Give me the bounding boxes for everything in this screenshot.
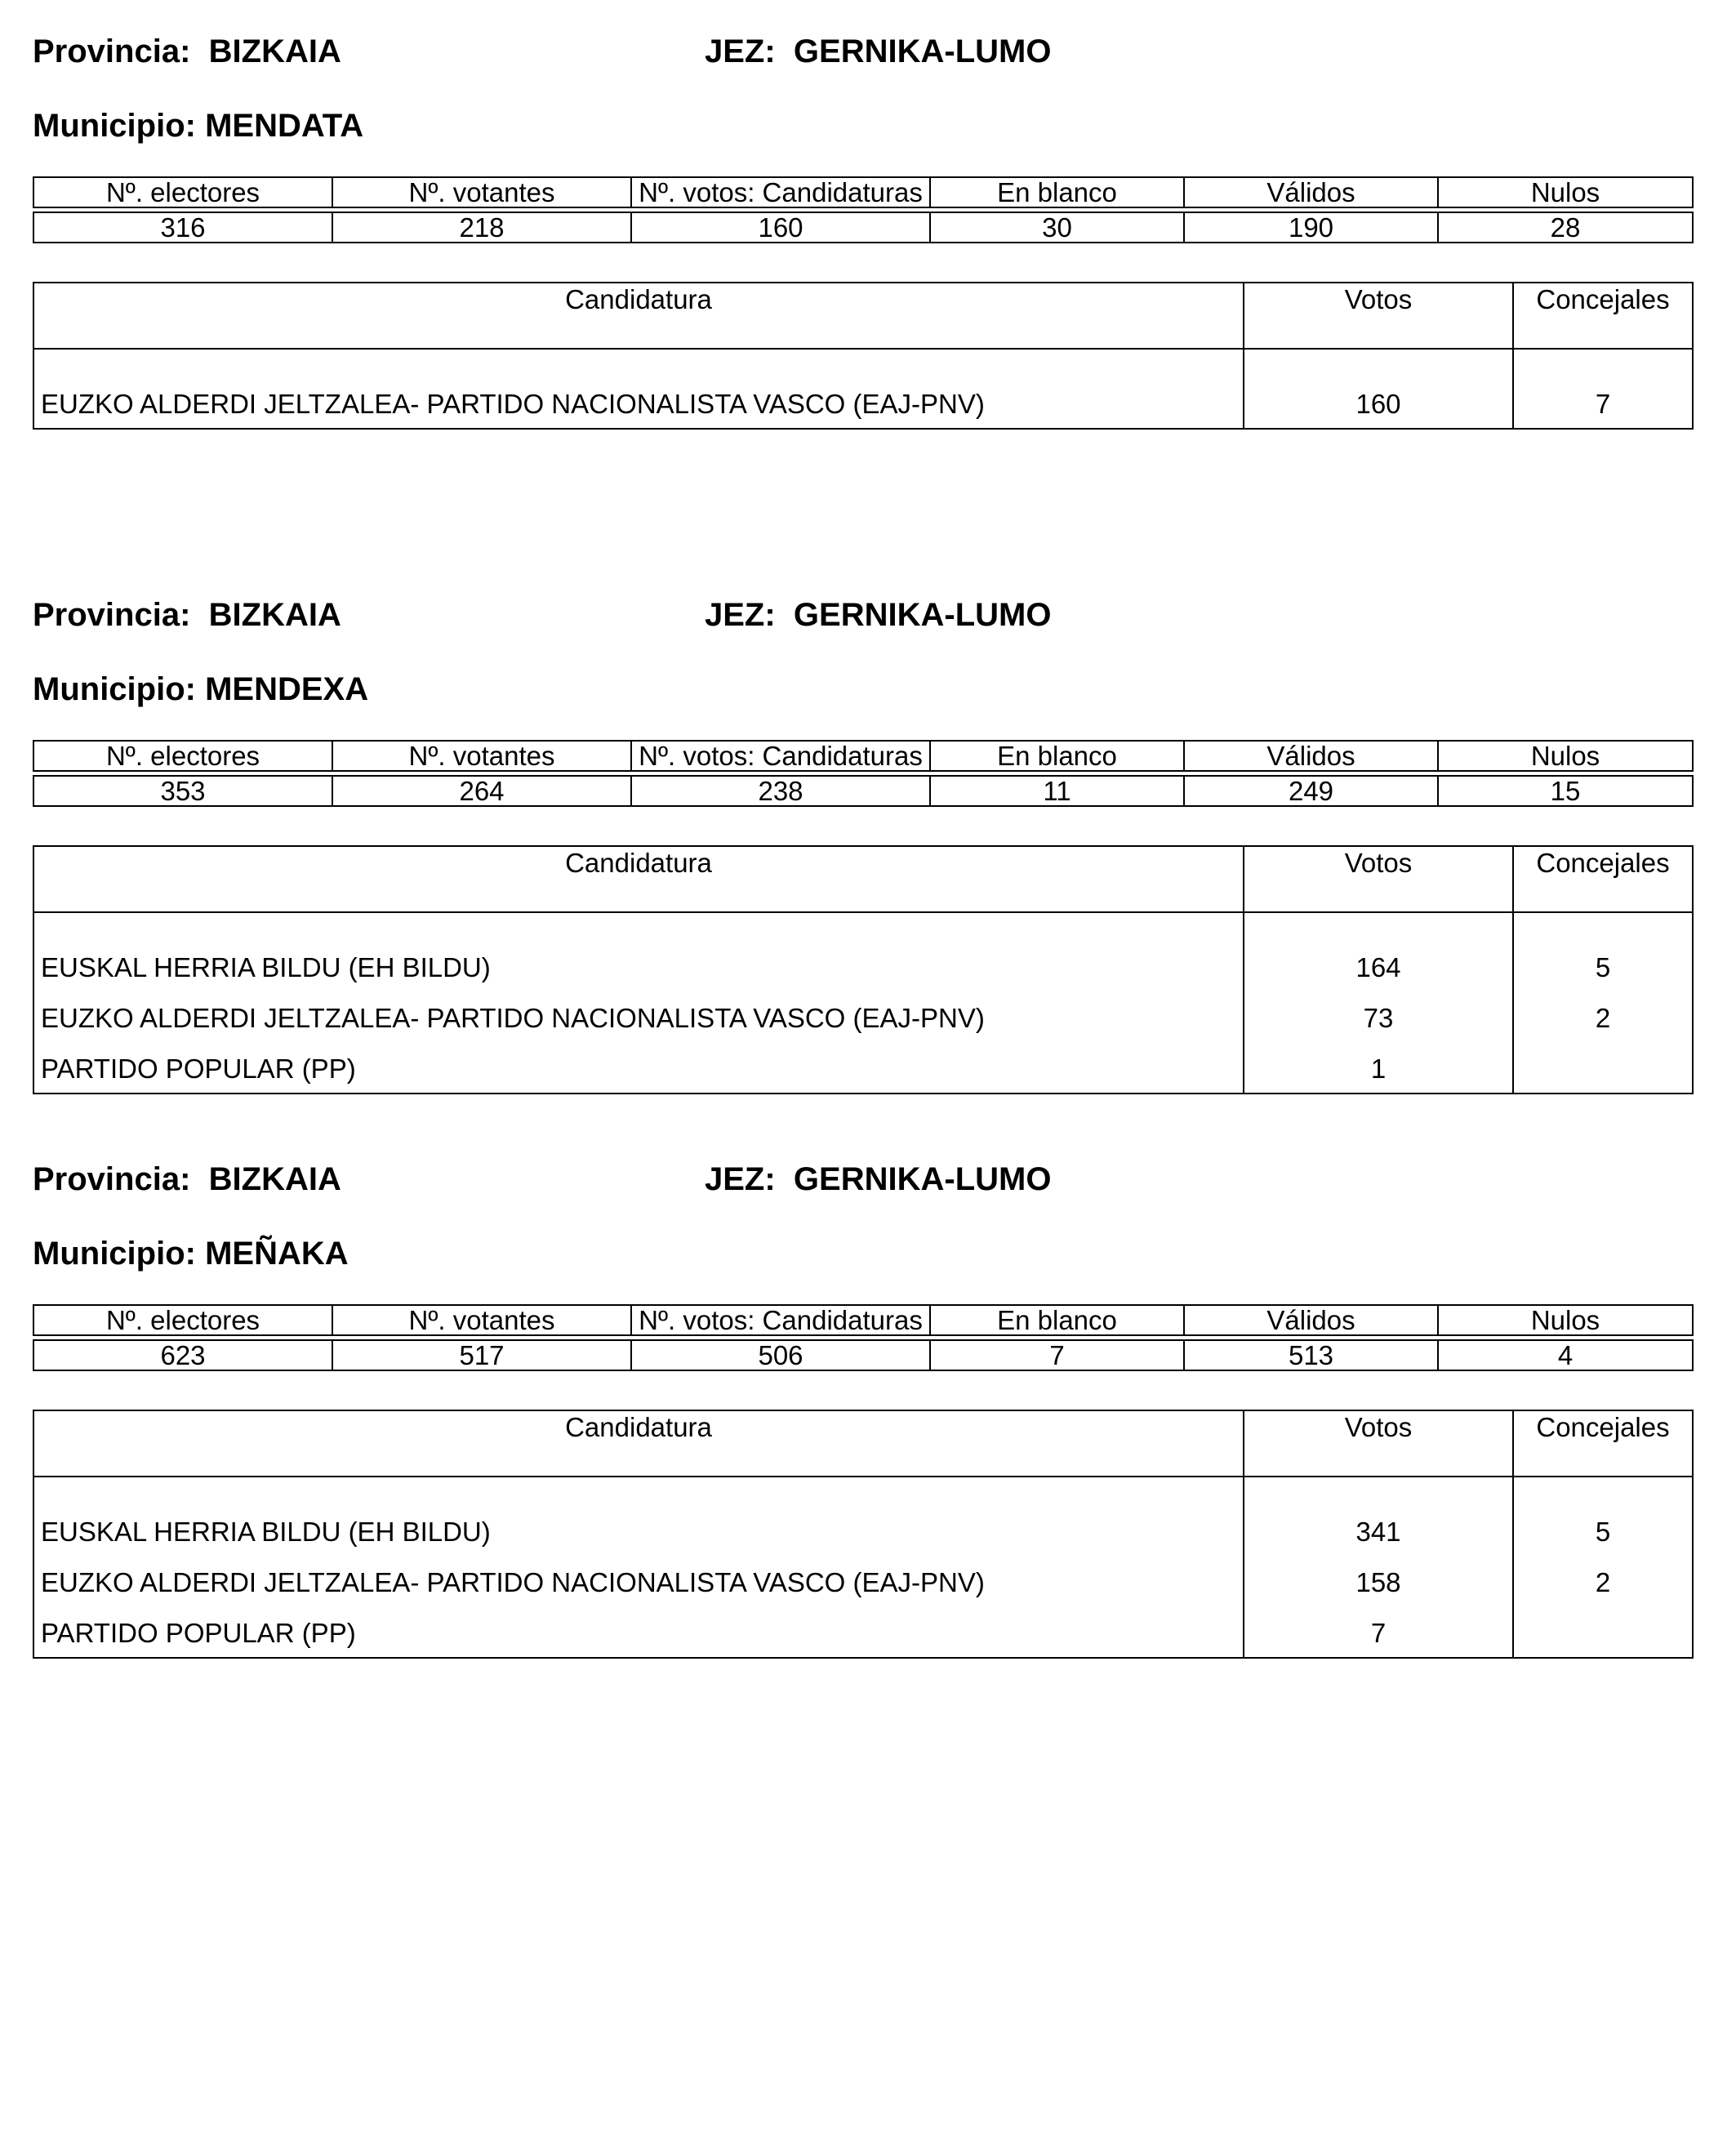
candidatura-row xyxy=(33,991,1693,1042)
stats-value-validos: 513 xyxy=(1184,1340,1438,1370)
stats-value-en-blanco: 30 xyxy=(930,212,1184,243)
stats-header-nulos: Nulos xyxy=(1438,177,1693,207)
stats-value-votos-candidaturas: 160 xyxy=(631,212,930,243)
stats-table xyxy=(33,1304,1694,1371)
candidatura-votos: 1 xyxy=(1244,1042,1513,1094)
stats-header-validos: Válidos xyxy=(1184,741,1438,771)
municipio-label: Municipio: xyxy=(33,1236,196,1272)
stats-value-votantes: 264 xyxy=(332,776,631,806)
candidaturas-table xyxy=(33,282,1694,430)
candidatura-name: PARTIDO POPULAR (PP) xyxy=(33,1042,1244,1094)
candidatura-concejales: 5 xyxy=(1595,1517,1611,1547)
stats-value-nulos: 4 xyxy=(1438,1340,1693,1370)
municipio-block xyxy=(0,564,1736,1084)
candidaturas-header-row xyxy=(33,1410,1693,1477)
municipio-heading xyxy=(33,1237,349,1270)
candidatura-concejales: 7 xyxy=(1595,389,1611,419)
stats-value-validos: 190 xyxy=(1184,212,1438,243)
candidatura-concejales: 5 xyxy=(1595,952,1611,982)
stats-value-electores: 623 xyxy=(33,1340,332,1370)
candidaturas-table xyxy=(33,1410,1694,1659)
candidatura-concejales xyxy=(1513,1606,1693,1658)
stats-header-nulos: Nulos xyxy=(1438,1305,1693,1335)
candidaturas-header-row xyxy=(33,283,1693,349)
provincia-heading xyxy=(33,35,341,68)
candidatura-row xyxy=(33,912,1693,991)
stats-value-row xyxy=(33,212,1693,243)
stats-header-electores: Nº. electores xyxy=(33,1305,332,1335)
provincia-heading xyxy=(33,599,341,631)
municipio-block xyxy=(0,0,1736,506)
concejales-header: Concejales xyxy=(1513,283,1693,349)
stats-header-votantes: Nº. votantes xyxy=(332,741,631,771)
candidatura-votos: 341 xyxy=(1244,1477,1513,1556)
votos-header: Votos xyxy=(1244,283,1513,349)
stats-value-votos-candidaturas: 506 xyxy=(631,1340,930,1370)
stats-value-electores: 353 xyxy=(33,776,332,806)
candidatura-name: EUZKO ALDERDI JELTZALEA- PARTIDO NACIONALISTA VASCO (EAJ-PNV) xyxy=(33,1556,1244,1606)
jez-value: GERNIKA-LUMO xyxy=(793,33,1052,69)
stats-value-en-blanco: 11 xyxy=(930,776,1184,806)
stats-header-votos-candidaturas: Nº. votos: Candidaturas xyxy=(631,741,930,771)
candidaturas-header-row xyxy=(33,846,1693,912)
stats-header-nulos: Nulos xyxy=(1438,741,1693,771)
stats-value-nulos: 15 xyxy=(1438,776,1693,806)
municipio-value: MENDATA xyxy=(205,108,364,144)
stats-header-votantes: Nº. votantes xyxy=(332,177,631,207)
candidatura-concejales xyxy=(1513,1042,1693,1094)
jez-value: GERNIKA-LUMO xyxy=(793,1161,1052,1197)
votos-header: Votos xyxy=(1244,846,1513,912)
jez-heading xyxy=(705,599,1051,631)
candidatura-concejales: 2 xyxy=(1595,1567,1611,1597)
stats-header-en-blanco: En blanco xyxy=(930,1305,1184,1335)
stats-value-row xyxy=(33,1340,1693,1370)
candidatura-votos: 160 xyxy=(1244,349,1513,429)
stats-header-row xyxy=(33,177,1693,207)
stats-header-validos: Válidos xyxy=(1184,177,1438,207)
candidatura-votos: 73 xyxy=(1244,991,1513,1042)
municipio-heading xyxy=(33,109,363,142)
stats-value-nulos: 28 xyxy=(1438,212,1693,243)
stats-value-electores: 316 xyxy=(33,212,332,243)
municipio-value: MEÑAKA xyxy=(205,1236,349,1272)
candidatura-name: EUZKO ALDERDI JELTZALEA- PARTIDO NACIONALISTA VASCO (EAJ-PNV) xyxy=(33,349,1244,429)
candidatura-row xyxy=(33,1556,1693,1606)
candidatura-header: Candidatura xyxy=(33,283,1244,349)
provincia-label: Provincia: xyxy=(33,1161,191,1197)
stats-header-validos: Válidos xyxy=(1184,1305,1438,1335)
provincia-label: Provincia: xyxy=(33,597,191,633)
concejales-header: Concejales xyxy=(1513,846,1693,912)
jez-label: JEZ: xyxy=(705,597,776,633)
candidatura-votos: 158 xyxy=(1244,1556,1513,1606)
municipio-heading xyxy=(33,673,368,706)
jez-heading xyxy=(705,1163,1051,1196)
stats-header-votos-candidaturas: Nº. votos: Candidaturas xyxy=(631,1305,930,1335)
candidatura-name: PARTIDO POPULAR (PP) xyxy=(33,1606,1244,1658)
stats-header-en-blanco: En blanco xyxy=(930,741,1184,771)
concejales-header: Concejales xyxy=(1513,1410,1693,1477)
stats-header-votos-candidaturas: Nº. votos: Candidaturas xyxy=(631,177,930,207)
stats-value-row xyxy=(33,776,1693,806)
candidatura-row xyxy=(33,349,1693,429)
stats-value-validos: 249 xyxy=(1184,776,1438,806)
provincia-value: BIZKAIA xyxy=(208,1161,341,1197)
stats-table xyxy=(33,740,1694,807)
municipio-block xyxy=(0,1128,1736,1648)
jez-heading xyxy=(705,35,1051,68)
candidatura-header: Candidatura xyxy=(33,1410,1244,1477)
provincia-heading xyxy=(33,1163,341,1196)
stats-value-en-blanco: 7 xyxy=(930,1340,1184,1370)
stats-header-electores: Nº. electores xyxy=(33,741,332,771)
stats-header-en-blanco: En blanco xyxy=(930,177,1184,207)
municipio-value: MENDEXA xyxy=(205,671,369,707)
candidatura-name: EUSKAL HERRIA BILDU (EH BILDU) xyxy=(33,1477,1244,1556)
votos-header: Votos xyxy=(1244,1410,1513,1477)
provincia-value: BIZKAIA xyxy=(208,597,341,633)
municipio-label: Municipio: xyxy=(33,108,196,144)
stats-header-row xyxy=(33,741,1693,771)
candidatura-concejales: 2 xyxy=(1595,1003,1611,1033)
candidatura-header: Candidatura xyxy=(33,846,1244,912)
stats-header-row xyxy=(33,1305,1693,1335)
stats-value-votantes: 218 xyxy=(332,212,631,243)
jez-label: JEZ: xyxy=(705,33,776,69)
candidatura-row xyxy=(33,1042,1693,1094)
municipio-label: Municipio: xyxy=(33,671,196,707)
stats-value-votos-candidaturas: 238 xyxy=(631,776,930,806)
jez-label: JEZ: xyxy=(705,1161,776,1197)
stats-header-votantes: Nº. votantes xyxy=(332,1305,631,1335)
jez-value: GERNIKA-LUMO xyxy=(793,597,1052,633)
candidatura-name: EUSKAL HERRIA BILDU (EH BILDU) xyxy=(33,912,1244,991)
candidatura-votos: 164 xyxy=(1244,912,1513,991)
stats-table xyxy=(33,176,1694,243)
stats-header-electores: Nº. electores xyxy=(33,177,332,207)
candidatura-name: EUZKO ALDERDI JELTZALEA- PARTIDO NACIONALISTA VASCO (EAJ-PNV) xyxy=(33,991,1244,1042)
candidatura-row xyxy=(33,1477,1693,1556)
candidaturas-table xyxy=(33,845,1694,1094)
provincia-label: Provincia: xyxy=(33,33,191,69)
provincia-value: BIZKAIA xyxy=(208,33,341,69)
candidatura-votos: 7 xyxy=(1244,1606,1513,1658)
stats-value-votantes: 517 xyxy=(332,1340,631,1370)
candidatura-row xyxy=(33,1606,1693,1658)
